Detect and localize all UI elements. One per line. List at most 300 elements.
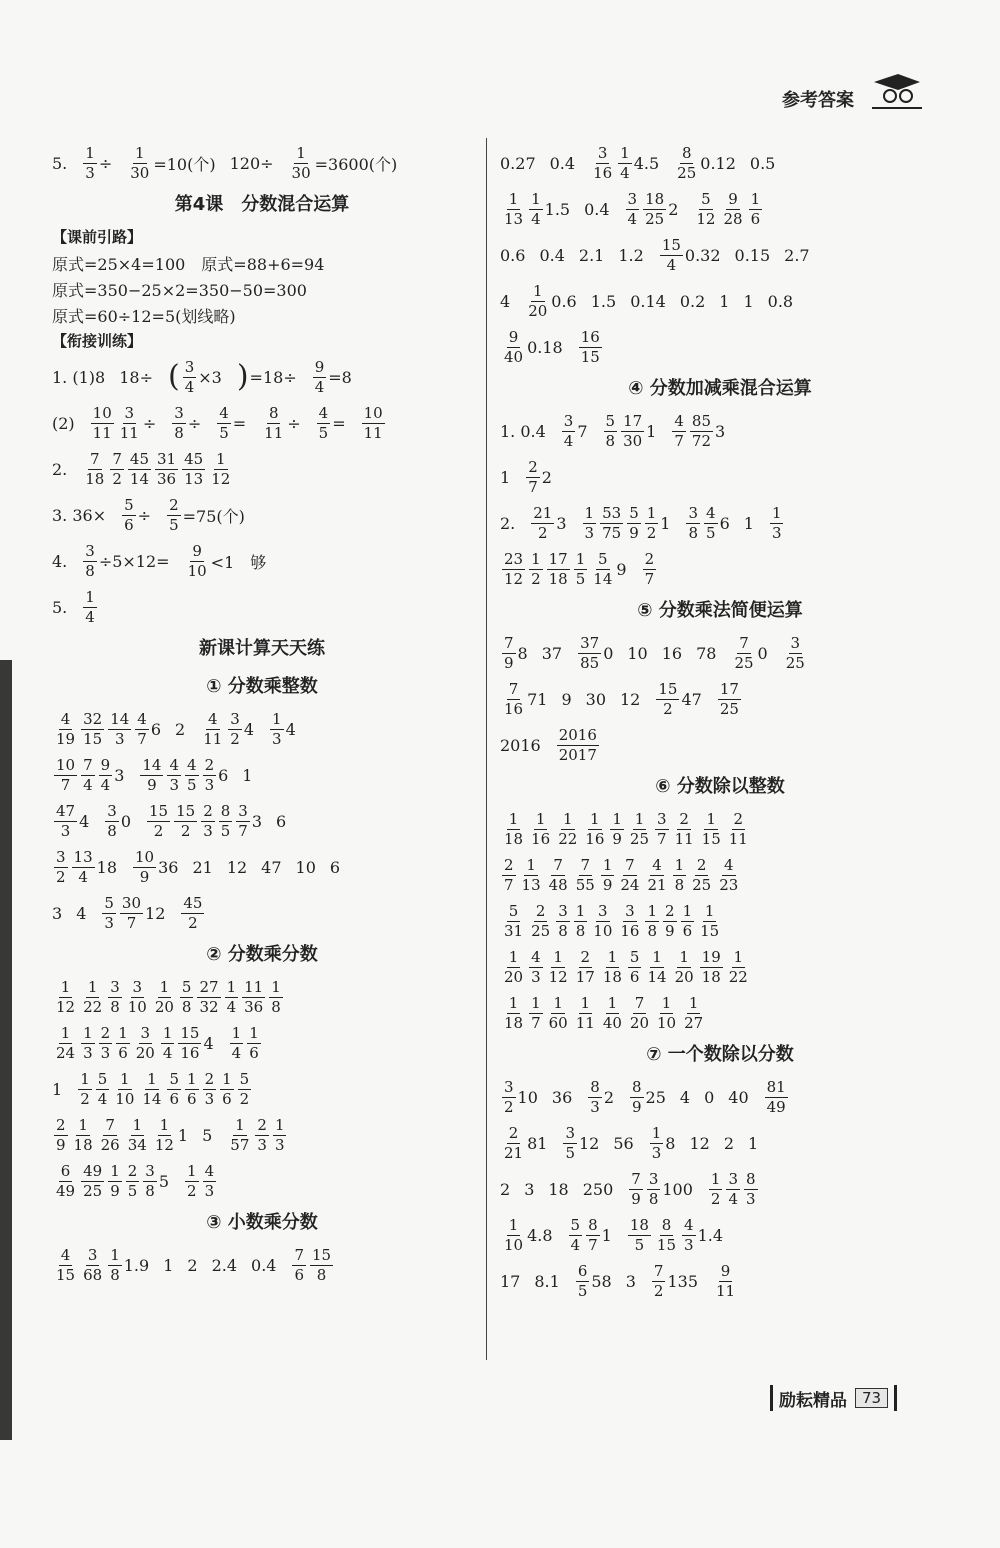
fraction	[700, 947, 723, 986]
fraction	[574, 901, 588, 940]
denominator: 3	[746, 1189, 756, 1208]
fraction	[529, 901, 552, 940]
fraction	[578, 633, 601, 672]
answer-value: 1.9	[123, 1255, 150, 1275]
fraction	[663, 901, 677, 940]
fraction	[547, 855, 570, 894]
denominator: 4	[728, 1189, 739, 1208]
denominator: 11	[728, 829, 748, 848]
denominator: 2	[153, 821, 164, 840]
fraction	[181, 893, 204, 932]
section-heading: ③ 小数乘分数	[206, 1212, 318, 1233]
denominator: 3	[83, 1043, 93, 1062]
denominator: 4	[78, 867, 88, 886]
fraction	[54, 847, 68, 886]
fraction	[203, 755, 217, 794]
numerator: 3	[110, 977, 120, 996]
numerator: 4	[137, 709, 147, 728]
fraction	[526, 457, 540, 496]
numerator: 15	[149, 801, 169, 820]
answer-value: 3	[715, 421, 726, 441]
denominator: 2	[710, 1189, 721, 1208]
denominator: 9	[147, 775, 157, 794]
fraction	[203, 1161, 217, 1200]
answer-value: 4	[243, 719, 255, 739]
answer-row	[52, 752, 472, 798]
answer-value: 17	[500, 1271, 521, 1291]
numerator: 8	[268, 403, 279, 422]
fraction	[81, 709, 104, 748]
denominator: 8	[647, 921, 658, 940]
numerator: 1	[85, 143, 95, 162]
denominator: 11	[363, 423, 383, 442]
fraction	[134, 1023, 157, 1062]
answer-value: 4.	[52, 551, 68, 571]
answer-value: 2	[723, 1133, 734, 1153]
fraction	[529, 549, 543, 588]
numerator: 1	[215, 449, 226, 468]
numerator: 3	[728, 1169, 739, 1188]
answer-value: 10	[627, 643, 648, 663]
denominator: 2	[112, 469, 122, 488]
answer-value: 0.12	[700, 153, 736, 173]
numerator: 8	[590, 1077, 600, 1096]
answer-value: 18	[96, 857, 117, 877]
answer-value: 5	[202, 1125, 213, 1145]
numerator: 3	[230, 709, 240, 728]
answer-value: 7	[577, 421, 588, 441]
fraction	[726, 1169, 740, 1208]
denominator: 5	[220, 821, 231, 840]
fraction	[502, 1123, 525, 1162]
fraction	[185, 755, 199, 794]
denominator: 5	[127, 1181, 138, 1200]
denominator: 8	[674, 875, 685, 894]
denominator: 25	[734, 653, 754, 672]
denominator: 72	[691, 431, 711, 450]
denominator: 6	[187, 1089, 197, 1108]
fraction	[186, 541, 209, 580]
numerator: 1	[85, 587, 95, 606]
fraction	[143, 1161, 157, 1200]
denominator: 15	[700, 921, 720, 940]
fraction	[647, 1169, 661, 1208]
answer-value: 0.6	[500, 245, 526, 265]
fraction	[172, 403, 186, 442]
answer-value: 12	[226, 857, 248, 877]
answer-value: 6	[150, 719, 162, 739]
numerator: 15	[312, 1245, 332, 1264]
answer-value: 0	[603, 643, 614, 663]
answer-row	[500, 454, 940, 500]
numerator: 5	[629, 947, 640, 966]
fraction	[529, 809, 552, 848]
answer-value: 1.5	[544, 199, 571, 219]
answer-row	[52, 1112, 472, 1158]
fraction	[180, 977, 194, 1016]
denominator: 5	[187, 775, 197, 794]
fraction	[770, 503, 784, 542]
numerator: 2	[580, 947, 591, 966]
denominator: 24	[620, 875, 640, 894]
fraction	[270, 709, 284, 748]
answer-value: 12	[689, 1133, 710, 1153]
denominator: 8	[145, 1181, 155, 1200]
denominator: 19	[56, 729, 76, 748]
answer-row	[52, 1020, 472, 1066]
numerator: 1	[682, 901, 693, 920]
numerator: 14	[110, 709, 130, 728]
answer-row	[52, 1158, 472, 1204]
answer-value: =18÷	[249, 367, 297, 387]
answer-value: 10	[517, 1087, 538, 1107]
denominator: 10	[593, 921, 613, 940]
answer-value: 1.4	[697, 1225, 724, 1245]
numerator: 1	[612, 809, 622, 828]
denominator: 15	[56, 1265, 76, 1284]
answer-row	[500, 1258, 940, 1304]
answer-value: 1	[646, 421, 657, 441]
answer-value: 3	[251, 811, 263, 831]
numerator: 1	[159, 1115, 170, 1134]
numerator: 18	[645, 189, 665, 208]
fraction	[645, 901, 659, 940]
numerator: 3	[140, 1023, 151, 1042]
numerator: 3	[625, 901, 635, 920]
numerator: 1	[553, 947, 563, 966]
answer-value: =10(个)	[153, 154, 216, 174]
denominator: 16	[504, 699, 524, 718]
denominator: 7	[657, 829, 667, 848]
fraction	[217, 403, 231, 442]
denominator: 5	[169, 515, 179, 534]
bracket-heading: 【衔接训练】	[52, 332, 143, 350]
denominator: 36	[157, 469, 177, 488]
answer-value: 2	[603, 1087, 614, 1107]
fraction	[531, 503, 554, 542]
denominator: 6	[629, 967, 640, 986]
fraction	[681, 901, 695, 940]
answer-value: 36	[551, 1087, 573, 1107]
fraction	[673, 947, 696, 986]
numerator: 1	[531, 189, 541, 208]
denominator: 2	[188, 913, 198, 932]
fraction	[626, 189, 640, 228]
answer-value: 4	[679, 1087, 691, 1107]
page-number: 73	[855, 1388, 888, 1408]
answer-row	[52, 890, 472, 936]
denominator: 9	[139, 867, 150, 886]
answer-row	[52, 354, 472, 400]
denominator: 4	[85, 607, 95, 626]
fraction	[108, 1161, 122, 1200]
fraction	[574, 549, 588, 588]
numerator: 1	[661, 993, 672, 1012]
fraction	[135, 709, 149, 748]
section-heading: 新课计算天天练	[199, 638, 325, 659]
fraction	[236, 801, 250, 840]
fraction	[247, 1023, 261, 1062]
fraction	[91, 403, 114, 442]
answer-value: 4	[285, 719, 296, 739]
numerator: 3	[132, 977, 143, 996]
numerator: 1	[249, 1023, 259, 1042]
denominator: 4	[666, 255, 677, 274]
denominator: 7	[60, 775, 71, 794]
fraction	[502, 549, 525, 588]
denominator: 9	[110, 1181, 120, 1200]
numerator: 3	[85, 541, 95, 560]
numerator: 1	[147, 1069, 157, 1088]
answer-value: 9	[561, 689, 572, 709]
answer-value: 100	[662, 1179, 693, 1199]
fraction	[643, 189, 666, 228]
numerator: 9	[728, 189, 738, 208]
fraction	[529, 993, 543, 1032]
answer-value: 6	[276, 811, 287, 831]
numerator: 1	[110, 1161, 120, 1180]
fraction	[228, 709, 242, 748]
denominator: 20	[135, 1043, 155, 1062]
answer-value: 2	[541, 467, 552, 487]
answer-value: 1	[743, 513, 754, 533]
numerator: 1	[620, 143, 630, 162]
numerator: 7	[580, 855, 591, 874]
denominator: 20	[154, 997, 174, 1016]
denominator: 24	[56, 1043, 76, 1062]
fraction	[81, 977, 104, 1016]
answer-value: 1	[748, 1133, 759, 1153]
denominator: 7	[588, 1235, 598, 1254]
numerator: 2	[644, 549, 655, 568]
numerator: 1	[187, 1161, 197, 1180]
fraction	[732, 633, 755, 672]
answer-value: ÷	[137, 505, 152, 525]
numerator: 2016	[558, 725, 597, 744]
fraction	[54, 755, 77, 794]
numerator: 1	[652, 947, 662, 966]
numerator: 13	[73, 847, 93, 866]
answer-value: 135	[667, 1271, 698, 1291]
denominator: 11	[264, 423, 284, 442]
denominator: 22	[83, 997, 103, 1016]
answer-value: 2.	[52, 459, 68, 479]
fraction	[574, 855, 597, 894]
answer-value: ÷	[187, 413, 202, 433]
fraction	[102, 893, 116, 932]
numerator: 7	[294, 1245, 305, 1264]
denominator: 25	[645, 209, 665, 228]
numerator: 1	[231, 1023, 242, 1042]
denominator: 17	[575, 967, 595, 986]
numerator: 1	[651, 1123, 662, 1142]
numerator: 1	[235, 1115, 245, 1134]
answer-value: 81	[527, 1133, 548, 1153]
fraction	[108, 977, 122, 1016]
numerator: 8	[746, 1169, 756, 1188]
answer-row	[52, 400, 472, 446]
fraction	[54, 1115, 68, 1154]
denominator: 4	[627, 209, 638, 228]
numerator: 4	[204, 1161, 215, 1180]
answer-value: =	[232, 413, 247, 433]
numerator: 53	[602, 503, 622, 522]
fraction	[83, 541, 97, 580]
denominator: 12	[154, 1135, 174, 1154]
numerator: 9	[508, 327, 519, 346]
denominator: 10	[657, 1013, 677, 1032]
answer-row	[500, 278, 940, 324]
numerator: 1	[296, 143, 306, 162]
numerator: 7	[83, 755, 93, 774]
answer-value: ÷5×12=	[98, 551, 170, 571]
denominator: 57	[230, 1135, 250, 1154]
numerator: 9	[192, 541, 202, 560]
answer-value: =3600(个)	[314, 154, 398, 174]
numerator: 9	[100, 755, 111, 774]
answer-value: 25	[645, 1087, 666, 1107]
answer-value: 0.6	[551, 291, 577, 311]
denominator: 3	[104, 913, 114, 932]
denominator: 6	[682, 921, 693, 940]
fraction	[721, 189, 744, 228]
answer-value: 8	[665, 1133, 676, 1153]
fraction	[694, 189, 717, 228]
denominator: 4	[83, 775, 93, 794]
answer-value: ÷	[142, 413, 157, 433]
answer-value: 9	[616, 559, 627, 579]
numerator: 15	[180, 1023, 200, 1042]
fraction	[574, 947, 597, 986]
fraction	[672, 411, 686, 450]
numerator: 1	[226, 977, 237, 996]
denominator: 40	[602, 1013, 622, 1032]
denominator: 18	[548, 569, 568, 588]
answer-value: 8.1	[534, 1271, 560, 1291]
fraction	[99, 755, 113, 794]
numerator: 49	[83, 1161, 103, 1180]
denominator: 4	[231, 1043, 242, 1062]
fraction	[502, 1215, 525, 1254]
denominator: 25	[785, 653, 805, 672]
fraction	[72, 847, 95, 886]
denominator: 22	[558, 829, 578, 848]
fraction	[643, 549, 657, 588]
fraction	[586, 1215, 600, 1254]
denominator: 9	[665, 921, 675, 940]
numerator: 5	[181, 977, 192, 996]
fraction	[629, 1169, 643, 1208]
numerator: 6	[60, 1161, 71, 1180]
answer-value: 18	[548, 1179, 569, 1199]
denominator: 18	[504, 829, 524, 848]
header-title: 参考答案	[782, 90, 854, 111]
answer-value: 6	[218, 765, 229, 785]
numerator: 3	[238, 801, 248, 820]
fraction	[717, 855, 740, 894]
denominator: 30	[130, 163, 150, 182]
denominator: 3	[274, 1135, 285, 1154]
answer-value: 0.8	[767, 291, 794, 311]
answer-row	[500, 1166, 940, 1212]
numerator: 16	[580, 327, 600, 346]
denominator: 2	[538, 523, 548, 542]
fraction	[54, 977, 77, 1016]
answer-value: <1 够	[210, 552, 267, 572]
fraction	[682, 1215, 696, 1254]
numerator: 1	[78, 1115, 88, 1134]
numerator: 1	[575, 901, 586, 920]
numerator: 1	[83, 1023, 93, 1042]
fraction	[562, 411, 576, 450]
numerator: 1	[531, 549, 541, 568]
denominator: 12	[696, 209, 716, 228]
answer-value: 1	[242, 765, 253, 785]
answer-row	[52, 1242, 472, 1288]
numerator: 81	[766, 1077, 786, 1096]
fraction	[54, 709, 77, 748]
answer-value: 6	[719, 513, 730, 533]
numerator: 9	[314, 357, 325, 376]
answer-value: 0.2	[679, 291, 706, 311]
fraction	[645, 855, 668, 894]
denominator: 13	[521, 875, 541, 894]
denominator: 7	[531, 1013, 541, 1032]
numerator: 1	[60, 1023, 71, 1042]
denominator: 2	[56, 867, 66, 886]
denominator: 85	[580, 653, 600, 672]
denominator: 8	[316, 1265, 327, 1284]
fraction	[183, 357, 197, 396]
fraction	[645, 503, 659, 542]
fraction	[317, 403, 331, 442]
fraction	[220, 1069, 234, 1108]
fraction	[185, 1069, 199, 1108]
fraction	[526, 281, 549, 320]
denominator: 2	[187, 1181, 197, 1200]
numerator: 1	[750, 189, 761, 208]
fraction	[128, 449, 151, 488]
numerator: 3	[597, 143, 608, 162]
numerator: 27	[199, 977, 219, 996]
numerator: 1	[110, 1245, 120, 1264]
numerator: 4	[207, 709, 218, 728]
denominator: 9	[56, 1135, 66, 1154]
fraction	[579, 327, 602, 366]
denominator: 7	[238, 821, 248, 840]
denominator: 11	[92, 423, 112, 442]
fraction	[655, 809, 669, 848]
fraction	[203, 1069, 217, 1108]
numerator: 47	[56, 801, 76, 820]
section-heading: ⑥ 分数除以整数	[655, 776, 785, 797]
denominator: 2	[239, 1089, 250, 1108]
denominator: 32	[199, 997, 219, 1016]
numerator: 14	[142, 755, 162, 774]
denominator: 3	[204, 1089, 215, 1108]
numerator: 1	[508, 809, 519, 828]
fraction	[167, 1069, 181, 1108]
denominator: 10	[127, 997, 147, 1016]
denominator: 18	[504, 1013, 524, 1032]
answer-value: 4	[203, 1033, 214, 1053]
denominator: 18	[73, 1135, 93, 1154]
left-column	[52, 140, 472, 1288]
numerator: 10	[135, 847, 155, 866]
fraction	[718, 679, 741, 718]
answer-value: 4	[76, 903, 87, 923]
numerator: 21	[533, 503, 553, 522]
